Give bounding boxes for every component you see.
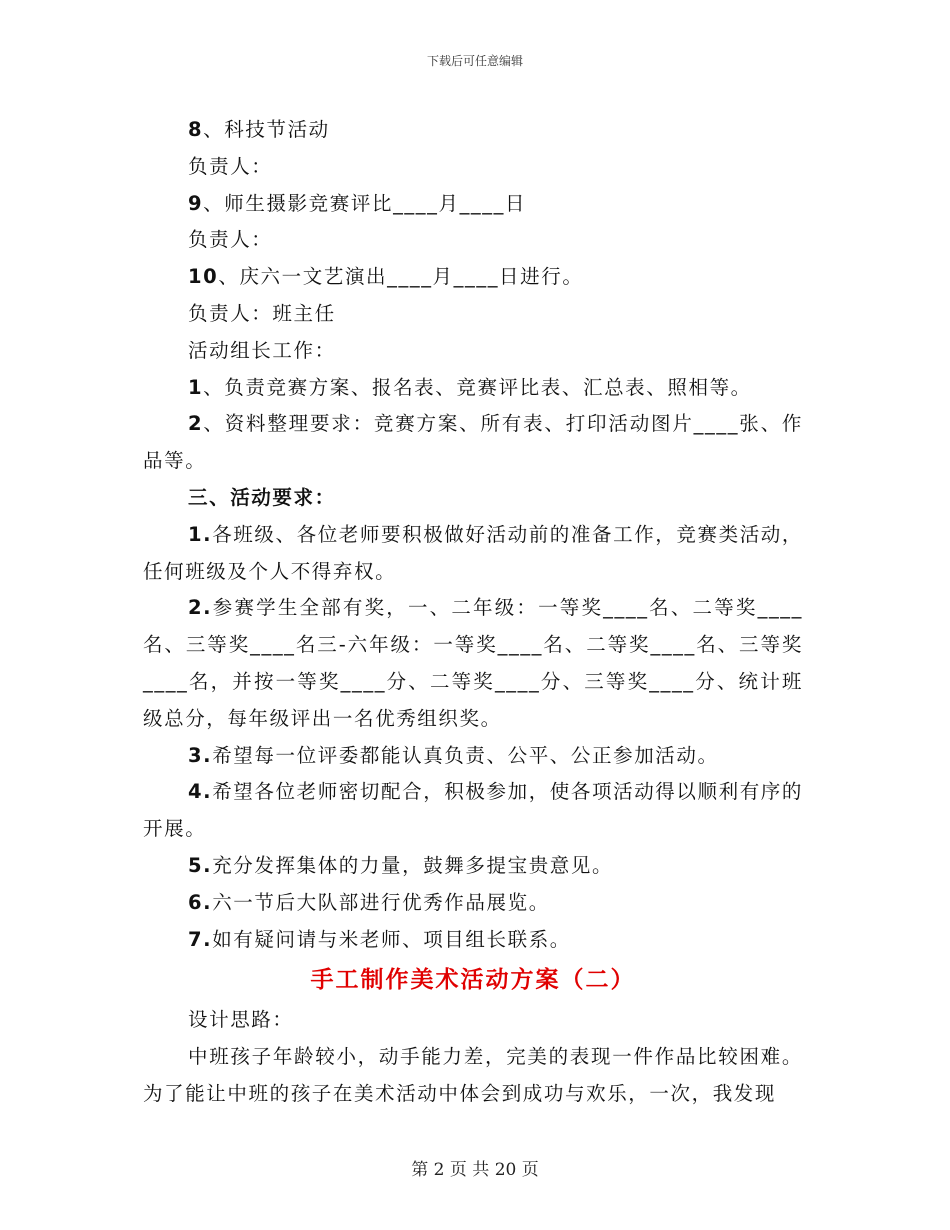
item-text: 六一节后大队部进行优秀作品展览。 (212, 890, 550, 914)
item-number: 1. (188, 522, 213, 546)
list-item (143, 517, 803, 591)
item-text: 、庆六一文艺演出____月____日进行。 (218, 265, 584, 289)
item-number: 10 (188, 265, 219, 289)
item-text: 、负责竞赛方案、报名表、竞赛评比表、汇总表、照相等。 (203, 375, 752, 399)
responsible-line: 负责人： (188, 154, 273, 178)
item-number: 6. (188, 890, 213, 914)
item-number: 1 (188, 375, 204, 399)
item-text: 如有疑问请与米老师、项目组长联系。 (212, 927, 571, 951)
responsible-line: 负责人： (188, 228, 273, 252)
list-item (143, 922, 803, 959)
item-text: 各班级、各位老师要积极做好活动前的准备工作，竞赛类活动，任何班级及个人不得弃权。 (143, 522, 803, 583)
design-idea-heading: 设计思路： (188, 1008, 294, 1032)
item-number: 3. (188, 743, 213, 767)
item-text: 参赛学生全部有奖，一、二年级：一等奖____名、二等奖____名、三等奖____名三-六年级：一等奖____名、二等奖____名、三等奖____名，并按一等奖____分、二等奖____分、三等奖____分、统计班级总分，每年级评出一名优秀组织奖。 (143, 596, 803, 730)
list-item (143, 259, 803, 296)
list-item (143, 112, 803, 149)
item-number: 9 (188, 191, 204, 215)
item-number: 4. (188, 780, 213, 804)
list-item (143, 186, 803, 223)
item-text: 充分发挥集体的力量，鼓舞多提宝贵意见。 (212, 853, 614, 877)
list-item (143, 738, 803, 775)
item-number: 5. (188, 853, 213, 877)
list-item (143, 848, 803, 885)
item-text: 希望各位老师密切配合，积极参加，使各项活动得以顺利有序的开展。 (143, 780, 803, 841)
body-paragraph: 中班孩子年龄较小，动手能力差，完美的表现一件作品比较困难。为了能让中班的孩子在美术活动中体会到成功与欢乐，一次，我发现 (143, 1045, 803, 1105)
item-number: 2 (188, 412, 204, 436)
section-title: 手工制作美术活动方案（二） (310, 967, 636, 994)
document-body (143, 112, 803, 1113)
item-text: 、科技节活动 (203, 118, 330, 141)
item-text: 、师生摄影竞赛评比____月____日 (203, 191, 527, 215)
responsible-line: 负责人：班主任 (188, 301, 336, 325)
section-heading: 三、活动要求： (188, 485, 336, 509)
list-item (143, 590, 803, 737)
group-leader-heading: 活动组长工作： (188, 338, 336, 362)
list-item (143, 774, 803, 848)
item-number: 7. (188, 927, 213, 951)
page-footer: 第 2 页 共 20 页 (411, 1160, 539, 1180)
list-item (143, 370, 803, 407)
list-item (143, 406, 803, 480)
list-item (143, 885, 803, 922)
item-number: 8 (188, 118, 204, 141)
item-text: 希望每一位评委都能认真负责、公平、公正参加活动。 (212, 743, 719, 767)
page-header: 下载后可任意编辑 (426, 54, 523, 68)
item-text: 、资料整理要求：竞赛方案、所有表、打印活动图片____张、作品等。 (143, 412, 803, 473)
item-number: 2. (188, 596, 213, 620)
